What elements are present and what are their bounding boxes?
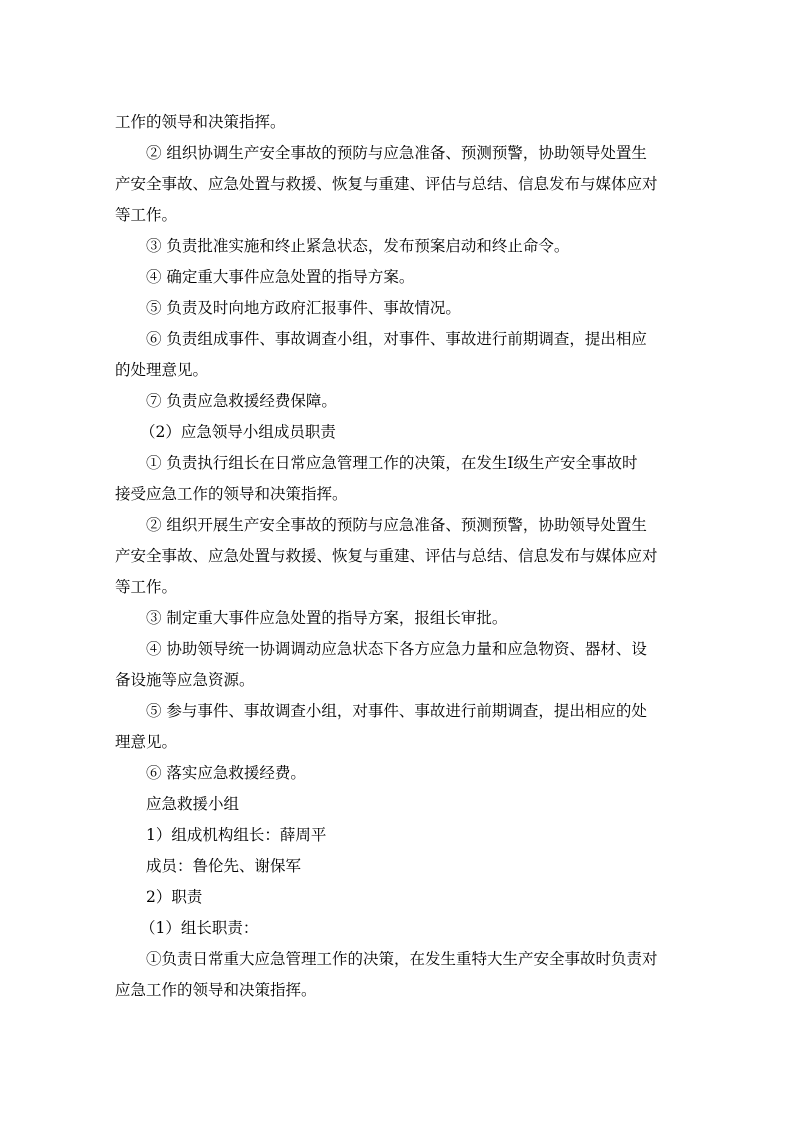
- text-line: 工作的领导和决策指挥。: [115, 113, 286, 131]
- text-line: ⑦ 负责应急救援经费保障。: [146, 392, 337, 410]
- text-line: 等工作。: [115, 578, 178, 596]
- text-line: 1）组成机构组长：薛周平: [146, 826, 327, 844]
- section-heading: （1）组长职责：: [140, 919, 259, 937]
- text-line: ④ 确定重大事件应急处置的指导方案。: [146, 268, 415, 286]
- text-line: 成员：鲁伦先、谢保军: [146, 857, 302, 875]
- text-line: 产安全事故、应急处置与救援、恢复与重建、评估与总结、信息发布与媒体应对: [115, 547, 658, 565]
- text-line: 的处理意见。: [115, 361, 209, 379]
- text-line: 接受应急工作的领导和决策指挥。: [115, 485, 348, 503]
- text-line: ⑤ 负责及时向地方政府汇报事件、事故情况。: [146, 299, 461, 317]
- text-line: ② 组织协调生产安全事故的预防与应急准备、预测预警，协助领导处置生: [146, 144, 647, 162]
- text-line: ② 组织开展生产安全事故的预防与应急准备、预测预警，协助领导处置生: [146, 516, 647, 534]
- text-line: ④ 协助领导统一协调调动应急状态下各方应急力量和应急物资、器材、设: [146, 640, 647, 658]
- text-line: 备设施等应急资源。: [115, 671, 255, 689]
- text-line: ⑤ 参与事件、事故调查小组，对事件、事故进行前期调查，提出相应的处: [146, 702, 647, 720]
- text-line: ③ 制定重大事件应急处置的指导方案，报组长审批。: [146, 609, 508, 627]
- text-line: ① 负责执行组长在日常应急管理工作的决策，在发生Ⅰ级生产安全事故时: [146, 454, 638, 472]
- text-line: ⑥ 负责组成事件、事故调查小组，对事件、事故进行前期调查，提出相应: [146, 330, 647, 348]
- text-line: 等工作。: [115, 206, 178, 224]
- text-line: 应急工作的领导和决策指挥。: [115, 981, 317, 999]
- text-line: 产安全事故、应急处置与救援、恢复与重建、评估与总结、信息发布与媒体应对: [115, 175, 658, 193]
- text-line: ③ 负责批准实施和终止紧急状态，发布预案启动和终止命令。: [146, 237, 570, 255]
- section-heading: （2）应急领导小组成员职责: [140, 423, 336, 441]
- text-line: ①负责日常重大应急管理工作的决策，在发生重特大生产安全事故时负责对: [146, 950, 658, 968]
- text-line: ⑥ 落实应急救援经费。: [146, 764, 306, 782]
- section-heading: 应急救援小组: [146, 795, 240, 813]
- document-body: [115, 107, 680, 1006]
- text-line: 理意见。: [115, 733, 178, 751]
- text-line: 2）职责: [146, 888, 203, 906]
